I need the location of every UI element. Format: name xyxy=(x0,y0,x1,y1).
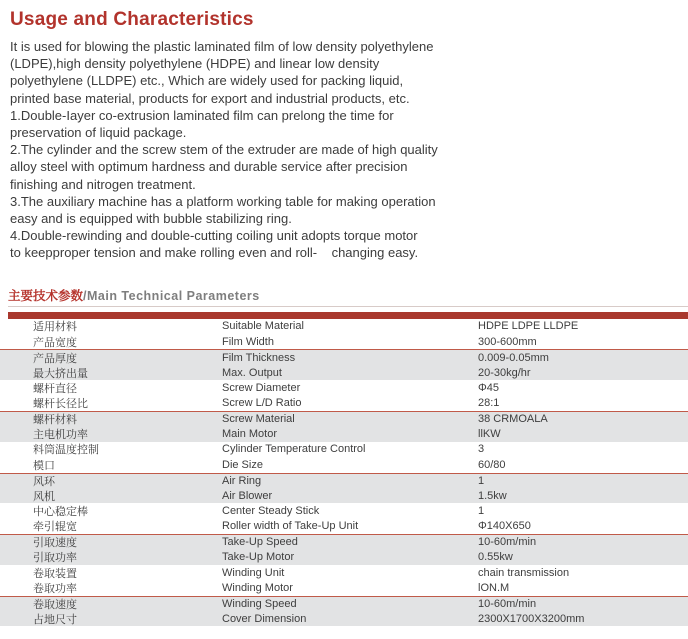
intro-line: 1.Double-Iayer co-extrusion laminated film can prelong the time for xyxy=(10,107,394,123)
param-label-cn: 风机 xyxy=(33,490,55,503)
table-row xyxy=(0,396,688,411)
param-value: HDPE LDPE LLDPE xyxy=(478,320,579,333)
param-label-en: Center Steady Stick xyxy=(222,505,320,518)
table-row xyxy=(0,349,688,364)
table-row xyxy=(0,580,688,595)
param-label-en: Take-Up Speed xyxy=(222,536,298,549)
param-value: Φ140X650 xyxy=(478,520,531,533)
param-value: llKW xyxy=(478,428,501,441)
intro-line: 2.The cylinder and the screw stem of the extruder are made of high quality xyxy=(10,142,438,158)
param-label-en: Cover Dimension xyxy=(222,612,307,625)
param-label-cn: 卷取装置 xyxy=(33,567,77,580)
param-label-en: Main Motor xyxy=(222,428,278,441)
param-label-cn: 产品宽度 xyxy=(33,336,77,349)
param-label-en: Air Blower xyxy=(222,489,273,502)
page-title: Usage and Characteristics xyxy=(10,9,254,30)
intro-line: 4.Double-rewinding and double-cutting coiling unit adopts torque motor xyxy=(10,228,418,244)
param-value: 1 xyxy=(478,505,485,518)
param-label-cn: 螺杆长径比 xyxy=(33,398,88,411)
param-value: 0.009-0.05mm xyxy=(478,351,549,364)
intro-line: finishing and nitrogen treatment. xyxy=(10,176,196,192)
param-value: 3 xyxy=(478,443,485,456)
intro-line: preservation of liquid package. xyxy=(10,125,187,141)
param-label-en: Take-Up Motor xyxy=(222,551,295,564)
intro-paragraph xyxy=(10,38,688,262)
param-value: Φ45 xyxy=(478,381,500,394)
param-label-cn: 模口 xyxy=(33,459,55,472)
table-row xyxy=(0,550,688,565)
param-label-en: Film Thickness xyxy=(222,351,296,364)
table-row xyxy=(0,411,688,426)
param-label-cn: 卷取功率 xyxy=(33,582,77,595)
param-label-cn: 主电机功率 xyxy=(33,429,88,442)
param-label-en: Max. Output xyxy=(222,366,282,379)
table-row xyxy=(0,534,688,549)
param-label-en: Film Width xyxy=(222,335,274,348)
intro-line: 3.The auxiliary machine has a platform working table for making operation xyxy=(10,193,436,209)
table-row xyxy=(0,503,688,518)
param-label-cn: 引取速度 xyxy=(33,537,77,550)
table-row xyxy=(0,442,688,457)
intro-line: printed base material, products for export and industrial products, etc. xyxy=(10,90,410,106)
param-value: 2300X1700X3200mm xyxy=(478,612,585,625)
param-value: 1 xyxy=(478,474,485,487)
param-label-en: Winding Speed xyxy=(222,597,297,610)
intro-line: alloy steel with optimum hardness and durable service after precision xyxy=(10,159,408,175)
intro-line: easy and is equipped with bubble stabilizing ring. xyxy=(10,211,292,227)
intro-line: to keepproper tension and make rolling even and roll- changing easy. xyxy=(10,245,419,261)
param-label-en: Roller width of Take-Up Unit xyxy=(222,520,359,533)
param-value: lON.M xyxy=(478,581,510,594)
param-value: 1.5kw xyxy=(478,489,507,502)
param-value: 10-60m/min xyxy=(478,536,537,549)
param-label-en: Winding Motor xyxy=(222,581,293,594)
param-value: 28:1 xyxy=(478,397,500,410)
section-title-en: /Main Technical Parameters xyxy=(83,288,260,303)
param-label-cn: 卷取速度 xyxy=(33,598,77,611)
param-label-cn: 螺杆直径 xyxy=(33,382,77,395)
param-label-en: Winding Unit xyxy=(222,566,285,579)
table-row xyxy=(0,473,688,488)
table-row xyxy=(0,519,688,534)
param-label-en: Die Size xyxy=(222,458,263,471)
divider-hairline xyxy=(8,306,688,307)
param-label-cn: 最大挤出量 xyxy=(33,367,88,380)
section-title xyxy=(8,289,688,303)
param-label-en: Air Ring xyxy=(222,474,262,487)
param-value: 10-60m/min xyxy=(478,597,537,610)
param-label-cn: 占地尺寸 xyxy=(33,613,77,626)
table-row xyxy=(0,426,688,441)
param-value: 300-600mm xyxy=(478,335,537,348)
table-row xyxy=(0,365,688,380)
table-row xyxy=(0,380,688,395)
parameters-table xyxy=(0,319,688,627)
param-label-cn: 适用材料 xyxy=(33,321,77,334)
table-row xyxy=(0,457,688,472)
param-value: 20-30kg/hr xyxy=(478,366,531,379)
intro-line: polyethylene (LLDPE) etc., Which are widely used for packing liquid, xyxy=(10,73,404,89)
table-row xyxy=(0,565,688,580)
table-row xyxy=(0,319,688,334)
param-value: chain transmission xyxy=(478,566,570,579)
param-label-cn: 引取功率 xyxy=(33,552,77,565)
param-label-cn: 料筒温度控制 xyxy=(33,444,99,457)
param-label-cn: 螺杆材料 xyxy=(33,414,77,427)
param-value: 60/80 xyxy=(478,458,506,471)
param-value: 38 CRMOALA xyxy=(478,413,548,426)
param-label-cn: 风环 xyxy=(33,475,55,488)
param-label-en: Screw Diameter xyxy=(222,381,301,394)
param-label-en: Suitable Material xyxy=(222,320,304,333)
table-row xyxy=(0,611,688,626)
param-label-cn: 产品厚度 xyxy=(33,352,77,365)
section-title-cn: 主要技术参数 xyxy=(8,288,84,303)
param-label-cn: 牵引辊宽 xyxy=(33,521,77,534)
intro-line: (LDPE),high density polyethylene (HDPE) and linear low density xyxy=(10,56,380,72)
table-row xyxy=(0,334,688,349)
param-label-en: Screw Material xyxy=(222,413,295,426)
table-row xyxy=(0,596,688,611)
intro-line: It is used for blowing the plastic laminated film of low density polyethylene xyxy=(10,39,434,54)
param-value: 0.55kw xyxy=(478,551,513,564)
param-label-en: Screw L/D Ratio xyxy=(222,397,302,410)
table-row xyxy=(0,488,688,503)
param-label-cn: 中心稳定棒 xyxy=(33,506,88,519)
param-label-en: Cylinder Temperature Control xyxy=(222,443,366,456)
